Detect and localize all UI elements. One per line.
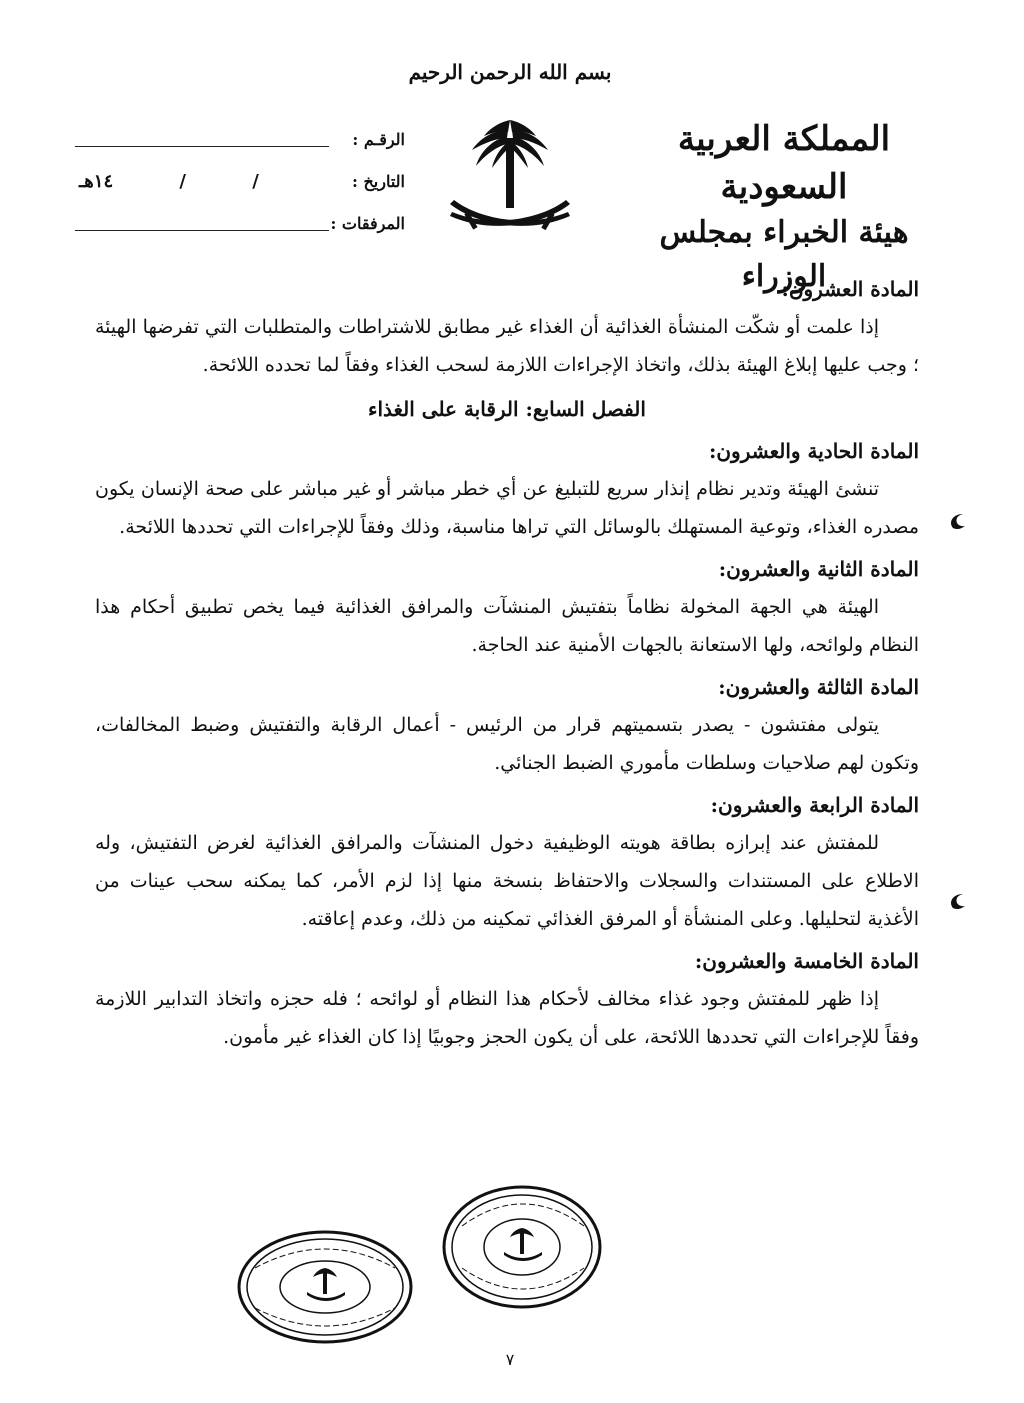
margin-crescent-icon — [945, 510, 967, 532]
article-heading: المادة الثالثة والعشرون: — [718, 675, 919, 699]
article-text: تنشئ الهيئة وتدير نظام إنذار سريع للتبليغ عن أي خطر مباشر أو غير مباشر على صحة الإنسان يكون مصدره الغذاء، وتوعية المستهلك بالوسائل التي تراها مناسبة، وذلك وفقاً للإجراءات التي تحددها اللائحة. — [95, 478, 919, 538]
article-text: يتولى مفتشون - يصدر بتسميتهم قرار من الرئيس - أعمال الرقابة والتفتيش وضبط المخالفات، وتكون لهم صلاحيات وسلطات مأموري الضبط الجنائي. — [95, 714, 919, 774]
attachments-label: المرفقات : — [330, 213, 405, 233]
article-text: للمفتش عند إبرازه بطاقة هويته الوظيفية دخول المنشآت والمرافق الغذائية لغرض التفتيش، وله الاطلاع على المستندات والسجلات والاحتفاظ بنسخة منها إذا لزم الأمر، كما يمكنه سحب عينات من الأغذية لتحليلها. وعلى المنشأة أو المرفق الغذائي تمكينه من ذلك، وعدم إعاقته. — [95, 832, 919, 930]
date-label: التاريخ : — [351, 171, 405, 191]
number-label: الرقـم : — [352, 129, 405, 149]
document-body — [95, 270, 919, 1060]
date-year-suffix: ١٤هـ — [79, 170, 114, 192]
date-separator: / — [179, 170, 186, 192]
date-separator: / — [252, 170, 259, 192]
article-heading: المادة الثانية والعشرون: — [718, 557, 919, 581]
reference-fields — [75, 118, 405, 244]
official-stamp — [440, 1182, 605, 1312]
attachments-field-line — [75, 216, 329, 231]
date-row — [75, 160, 405, 202]
article-heading: المادة الحادية والعشرون: — [708, 439, 919, 463]
page-number: ٧ — [505, 1350, 515, 1369]
number-row — [75, 118, 405, 160]
article-heading: المادة العشرون: — [781, 277, 919, 301]
date-field — [75, 171, 325, 192]
article-heading: المادة الرابعة والعشرون: — [710, 793, 919, 817]
article-heading: المادة الخامسة والعشرون: — [694, 949, 919, 973]
org-line-1: المملكة العربية السعودية — [677, 119, 891, 207]
basmala: بسم الله الرحمن الرحيم — [408, 60, 612, 84]
article-text: إذا علمت أو شكّت المنشأة الغذائية أن الغذاء غير مطابق للاشتراطات والمتطلبات التي تفرضها الهيئة ؛ وجب عليها إبلاغ الهيئة بذلك، واتخاذ الإجراءات اللازمة لسحب الغذاء وفقاً لما تحدده اللائحة. — [95, 316, 919, 376]
margin-crescent-icon — [945, 890, 967, 912]
article-text: الهيئة هي الجهة المخولة نظاماً بتفتيش المنشآت والمرافق الغذائية فيما يخص تطبيق أحكام هذا النظام ولوائحه، ولها الاستعانة بالجهات الأمنية عند الحاجة. — [95, 596, 919, 656]
article-text: إذا ظهر للمفتش وجود غذاء مخالف لأحكام هذا النظام أو لوائحه ؛ فله حجزه واتخاذ التدابير اللازمة وفقاً للإجراءات التي تحددها اللائحة، على أن يكون الحجز وجوبيًا إذا كان الغذاء غير مأمون. — [95, 988, 919, 1048]
org-line-2: هيئة الخبراء بمجلس الوزراء — [659, 215, 909, 294]
number-field-line — [75, 132, 329, 147]
chapter-title: الفصل السابع: الرقابة على الغذاء — [368, 397, 646, 421]
saudi-emblem-icon — [440, 108, 580, 248]
official-stamp — [235, 1228, 415, 1346]
attachments-row — [75, 202, 405, 244]
